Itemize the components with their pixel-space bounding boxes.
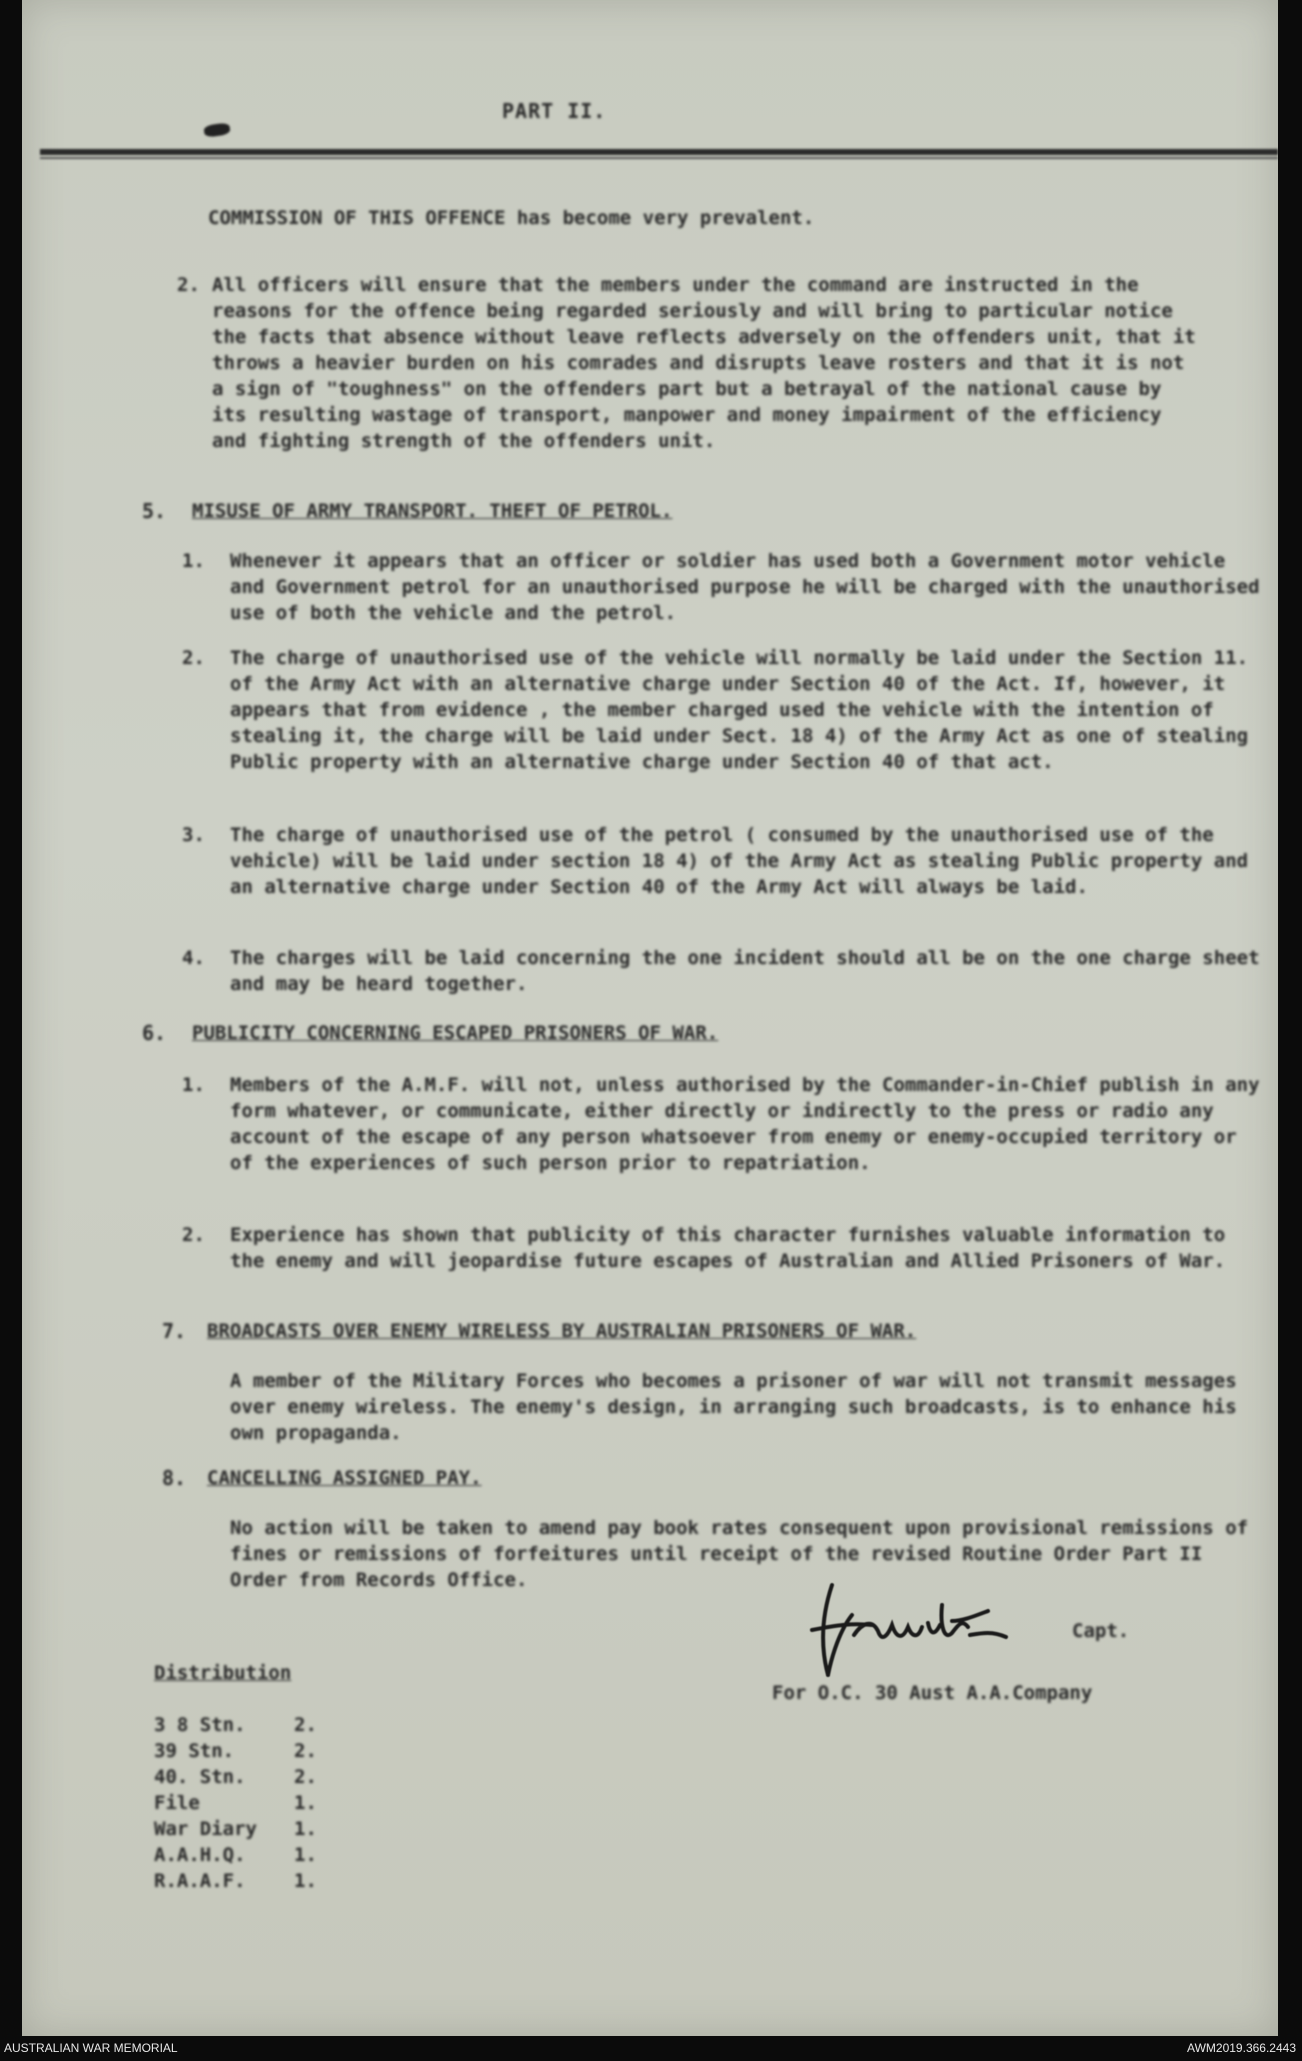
footer-source: AUSTRALIAN WAR MEMORIAL (4, 2041, 178, 2055)
section-paragraph: The charges will be laid concerning the one incident should all be on the one charge sheet and may be heard together. (230, 947, 1271, 995)
header-rule-thin (40, 157, 1278, 159)
part-title: PART II. (502, 99, 607, 123)
para-number: 2. (182, 1224, 205, 1246)
ink-mark (203, 122, 230, 138)
handwritten-signature (792, 1575, 1052, 1685)
section-paragraph: Whenever it appears that an officer or soldier has used both a Government motor vehicle and Government petrol for an unauthorised purpose he will be charged with the unauthorised use of both the vehicle and the petrol. (230, 550, 1271, 624)
footer-accession-number: AWM2019.366.2443 (1187, 2041, 1296, 2055)
header-rule (40, 149, 1278, 155)
para-number: 2. (177, 274, 200, 296)
distribution-label: 40. Stn. (154, 1766, 246, 1788)
section-number: 5. (142, 499, 167, 523)
intro-line: COMMISSION OF THIS OFFENCE has become very prevalent. (208, 207, 815, 229)
distribution-label: File (154, 1792, 200, 1814)
intro-paragraph: All officers will ensure that the members under the command are instructed in the reasons for the offence being regarded seriously and will bring to particular notice the facts that absence without leave reflects adversely on the offenders unit, that it throws a heavier burden on his comrades and disrupts leave rosters and that it is not a sign of "toughness" on the offenders part but a betrayal of the national cause by its resulting wastage of transport, manpower and money impairment of the efficiency and fighting strength of the offenders unit. (212, 274, 1208, 452)
distribution-label: 39 Stn. (154, 1740, 235, 1762)
section-paragraph: The charge of unauthorised use of the vehicle will normally be laid under the Section 11. of the Army Act with an alternative charge under Section 40 of the Act. If, however, it appears that from evidence , the member charged used the vehicle with the intention of stealing it, the charge will be laid under Sect. 18 4) of the Army Act as one of stealing Public property with an alternative charge under Section 40 of that act. (230, 647, 1260, 773)
section-paragraph: Members of the A.M.F. will not, unless authorised by the Commander-in-Chief publish in any form whatever, or communicate, either directly or indirectly to the press or radio any account of the escape of any person whatsoever from enemy or enemy-occupied territory or of the experiences of such person prior to repatriation. (230, 1074, 1271, 1174)
distribution-value: 1. (294, 1870, 317, 1892)
distribution-label: A.A.H.Q. (154, 1844, 246, 1866)
distribution-label: War Diary (154, 1818, 257, 1840)
section-heading: MISUSE OF ARMY TRANSPORT. THEFT OF PETROL. (192, 500, 673, 522)
distribution-heading: Distribution (154, 1662, 292, 1684)
para-number: 4. (182, 947, 205, 969)
document-page (22, 0, 1278, 2036)
distribution-value: 1. (294, 1792, 317, 1814)
section-heading: BROADCASTS OVER ENEMY WIRELESS BY AUSTRALIAN PRISONERS OF WAR. (207, 1320, 917, 1342)
signature-rank: Capt. (1072, 1620, 1130, 1642)
section-number: 8. (162, 1466, 187, 1490)
distribution-label: 3 8 Stn. (154, 1714, 246, 1736)
distribution-label: R.A.A.F. (154, 1870, 246, 1892)
section-heading: PUBLICITY CONCERNING ESCAPED PRISONERS OF WAR. (192, 1022, 719, 1044)
para-number: 3. (182, 824, 205, 846)
section-paragraph: Experience has shown that publicity of this character furnishes valuable information to the enemy and will jeopardise future escapes of Australian and Allied Prisoners of War. (230, 1224, 1237, 1272)
section-heading: CANCELLING ASSIGNED PAY. (207, 1467, 482, 1489)
section-paragraph: The charge of unauthorised use of the petrol ( consumed by the unauthorised use of the vehicle) will be laid under section 18 4) of the Army Act as stealing Public property and an alternative charge under Section 40 of the Army Act will always be laid. (230, 824, 1260, 898)
para-number: 2. (182, 647, 205, 669)
para-number: 1. (182, 1074, 205, 1096)
section-paragraph: A member of the Military Forces who becomes a prisoner of war will not transmit messages over enemy wireless. The enemy's design, in arranging such broadcasts, is to enhance his own propaganda. (230, 1370, 1249, 1444)
distribution-value: 1. (294, 1818, 317, 1840)
distribution-value: 1. (294, 1844, 317, 1866)
section-number: 7. (162, 1319, 187, 1343)
para-number: 1. (182, 550, 205, 572)
distribution-value: 2. (294, 1740, 317, 1762)
distribution-value: 2. (294, 1766, 317, 1788)
signature-for-line: For O.C. 30 Aust A.A.Company (772, 1682, 1093, 1704)
section-number: 6. (142, 1021, 167, 1045)
distribution-value: 2. (294, 1714, 317, 1736)
section-paragraph: No action will be taken to amend pay book rates consequent upon provisional remissions of fines or remissions of forfeitures until receipt of the revised Routine Order Part II Order from Records Office. (230, 1517, 1260, 1591)
